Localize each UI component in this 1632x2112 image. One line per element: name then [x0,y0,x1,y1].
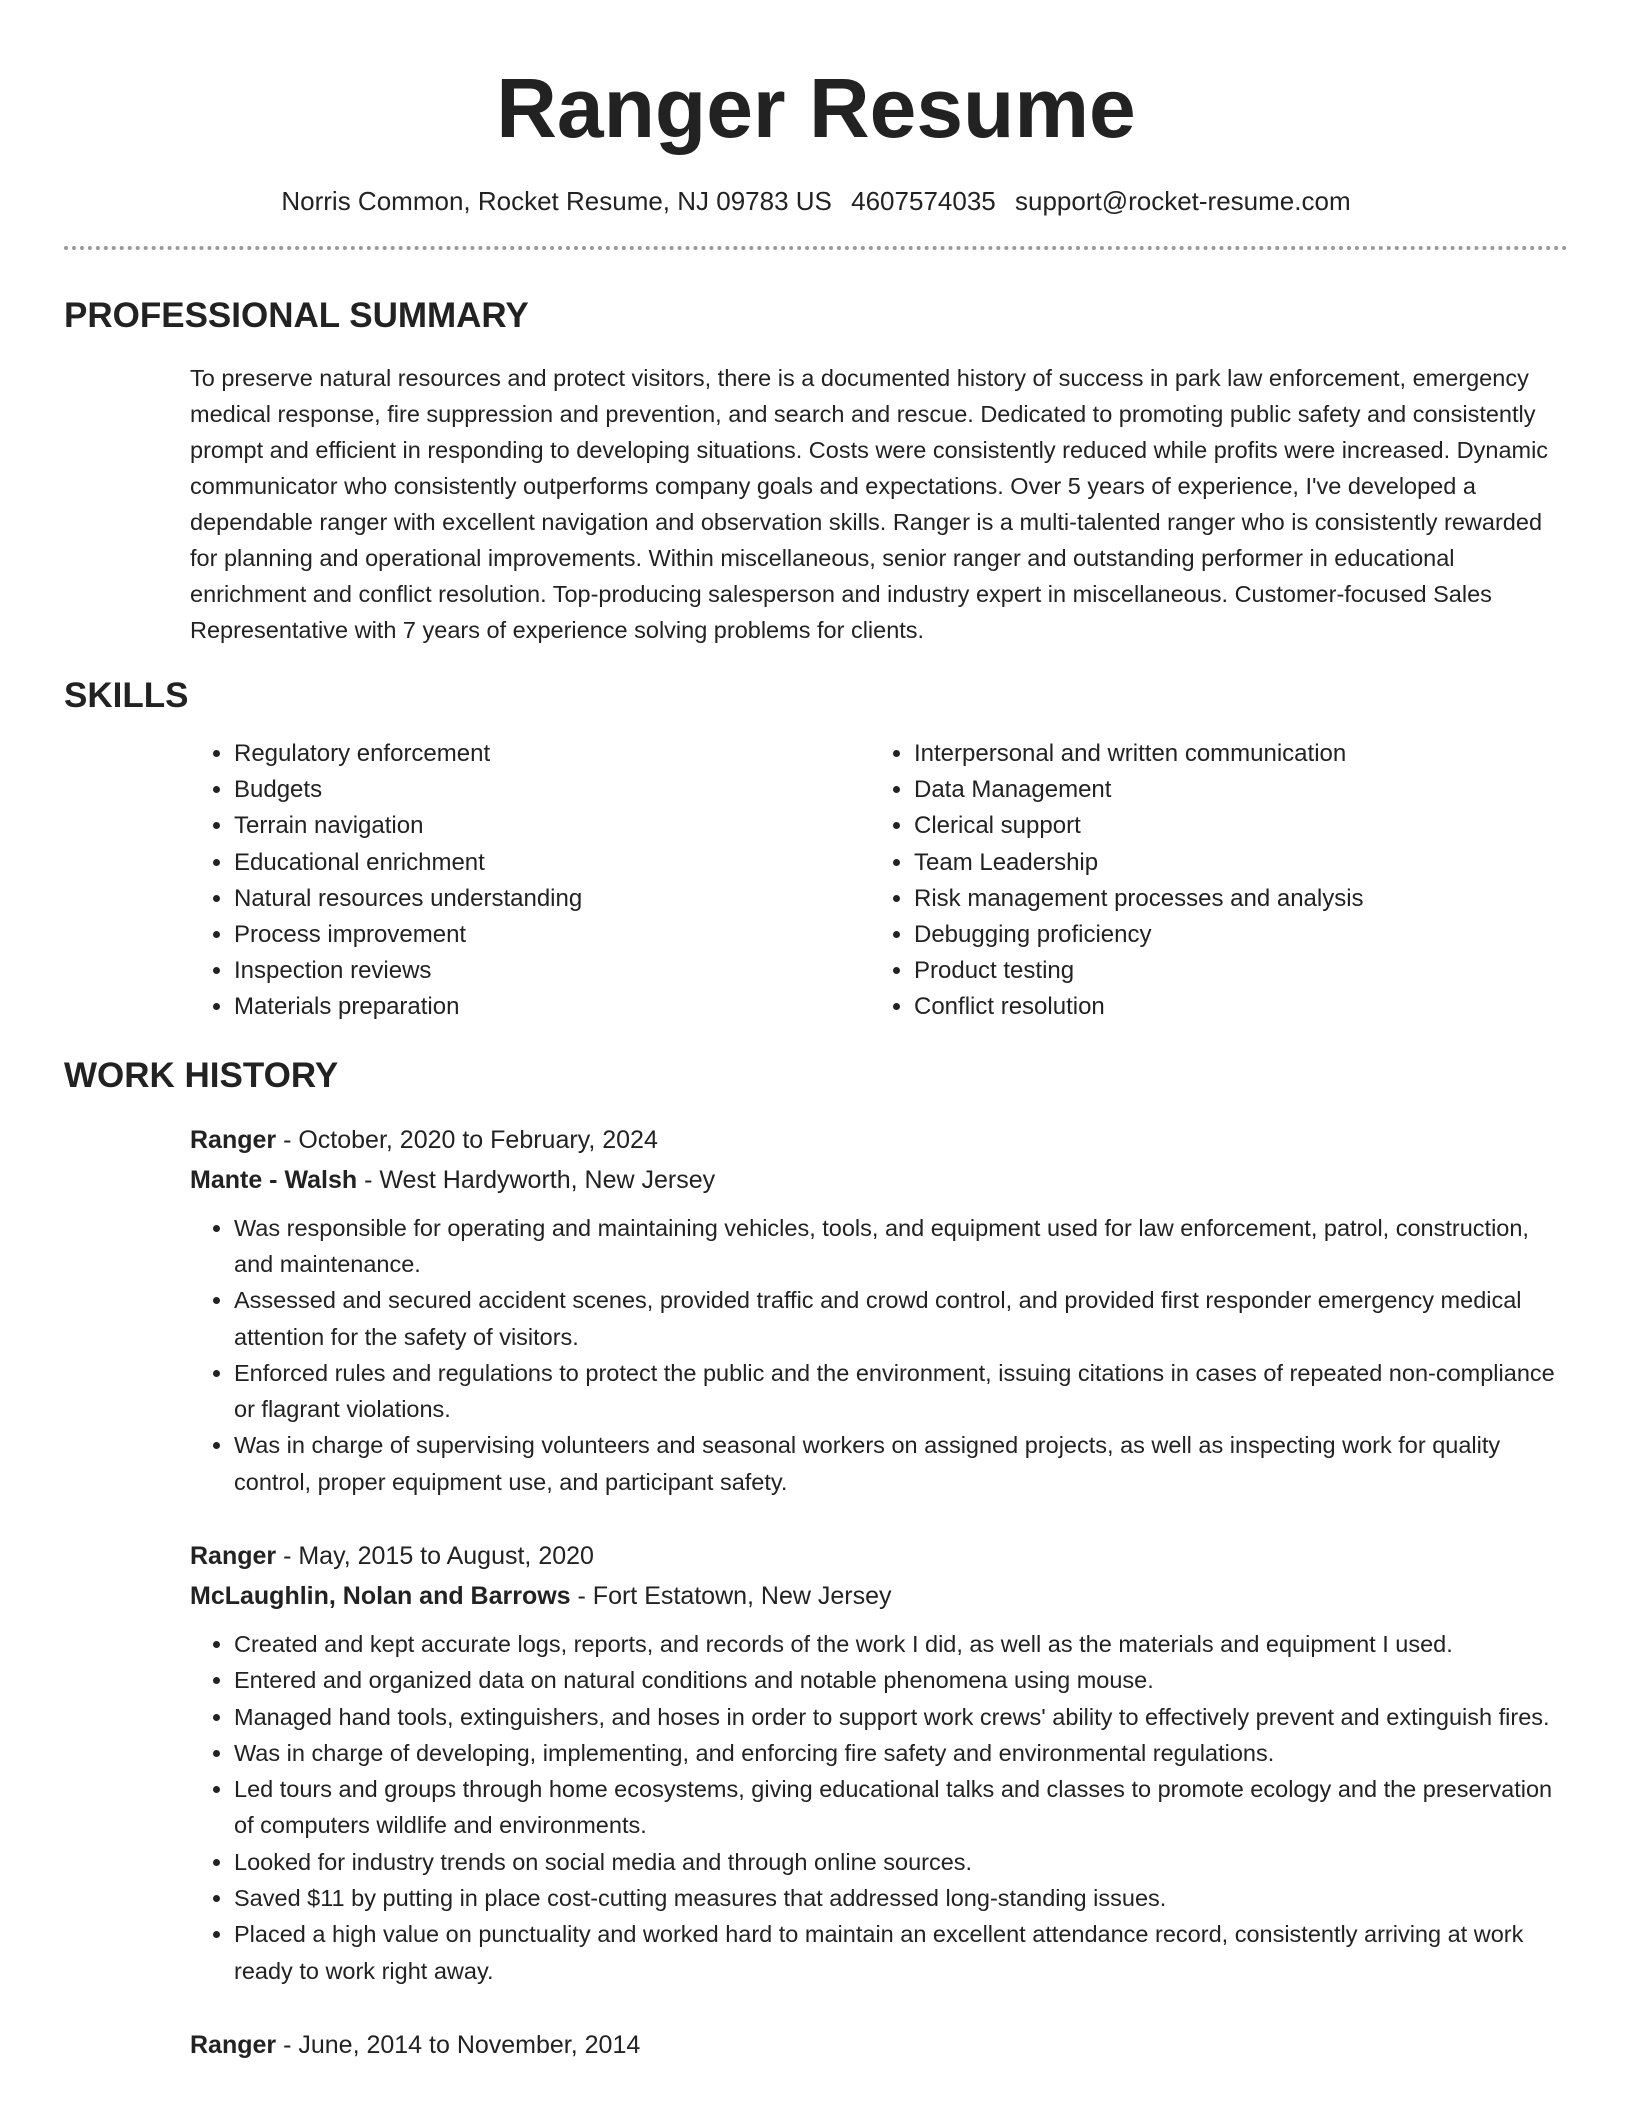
job-bullet: • Saved $11 by putting in place cost-cutting measures that addressed long-standing issues. [234,1880,1568,1916]
job-entry [190,2025,1568,2065]
job-role-line [190,1120,1568,1160]
skill-item: • Risk management processes and analysis [914,881,1550,917]
contact-line [64,184,1568,218]
job-bullet: • Placed a high value on punctuality and worked hard to maintain an excellent attendance record, consistently arriving at work ready to work right away. [234,1916,1568,1989]
skills-column-right [870,736,1550,1026]
skill-item: • Conflict resolution [914,989,1550,1025]
job-location: - Fort Estatown, New Jersey [570,1582,892,1610]
skills-heading: SKILLS [64,676,189,715]
job-bullet: • Managed hand tools, extinguishers, and hoses in order to support work crews' ability to effectively prevent and extinguish fires. [234,1699,1568,1735]
job-bullet: • Looked for industry trends on social media and through online sources. [234,1844,1568,1880]
job-bullets [190,1626,1568,1989]
job-bullet: • Was in charge of developing, implementing, and enforcing fire safety and environmental regulations. [234,1735,1568,1771]
contact-phone: 4607574035 [851,186,996,216]
work-history-heading: WORK HISTORY [64,1055,339,1095]
job-company: McLaughlin, Nolan and Barrows [190,1582,571,1610]
skill-item: • Team Leadership [914,845,1550,881]
job-bullet: • Created and kept accurate logs, reports, and records of the work I did, as well as the materials and equipment I used. [234,1626,1568,1662]
skill-item: • Clerical support [914,808,1550,844]
contact-address: Norris Common, Rocket Resume, NJ 09783 US [281,186,832,216]
job-role: Ranger [190,1542,277,1570]
skill-item: • Data Management [914,772,1550,808]
job-entry [190,1120,1568,1500]
skills-column-left [190,736,870,1026]
job-dates: - May, 2015 to August, 2020 [276,1542,594,1570]
header-divider [64,246,1568,250]
skill-item: • Debugging proficiency [914,917,1550,953]
skill-item: • Budgets [234,772,870,808]
resume-title: Ranger Resume [496,61,1136,155]
job-bullets [190,1210,1568,1500]
skill-item: • Interpersonal and written communication [914,736,1550,772]
skill-item: • Inspection reviews [234,953,870,989]
resume-page [64,0,1568,2112]
job-company-line [190,1160,1568,1200]
skill-item: • Product testing [914,953,1550,989]
job-role: Ranger [190,1125,277,1154]
job-role-line [190,2025,1568,2065]
summary-heading: PROFESSIONAL SUMMARY [64,296,529,335]
skills-list [190,736,1568,1026]
job-entry [190,1536,1568,1989]
job-bullet: • Was in charge of supervising volunteers and seasonal workers on assigned projects, as well as inspecting work for quality control, proper equipment use, and participant safety. [234,1427,1568,1500]
job-location: - West Hardyworth, New Jersey [357,1165,716,1194]
job-bullet: • Was responsible for operating and maintaining vehicles, tools, and equipment used for law enforcement, patrol, construction, and maintenance. [234,1210,1568,1283]
skill-item: • Materials preparation [234,989,870,1025]
job-company: Mante - Walsh [190,1165,358,1194]
summary-text: To preserve natural resources and protect visitors, there is a documented history of success in park law enforcement, emergency medical response, fire suppression and prevention, and search and rescue. Dedicated to promoting public safety and consistently prompt and efficient in responding to developing situations. Costs were consistently reduced while profits were increased. Dynamic communicator who consistently outperforms company goals and expectations. Over 5 years of experience, I've developed a dependable ranger with excellent navigation and observation skills. Ranger is a multi-talented ranger who is consistently rewarded for planning and operational improvements. Within miscellaneous, senior ranger and outstanding performer in educational enrichment and conflict resolution. Top-producing salesperson and industry expert in miscellaneous. Customer-focused Sales Representative with 7 years of experience solving problems for clients. [190,365,1549,643]
job-dates: - June, 2014 to November, 2014 [276,2030,641,2059]
skill-item: • Regulatory enforcement [234,736,870,772]
job-bullet: • Assessed and secured accident scenes, provided traffic and crowd control, and provided first responder emergency medical attention for the safety of visitors. [234,1282,1568,1355]
skill-item: • Educational enrichment [234,845,870,881]
job-role: Ranger [190,2030,277,2059]
job-dates: - October, 2020 to February, 2024 [276,1125,658,1154]
skill-item: • Natural resources understanding [234,881,870,917]
job-role-line [190,1536,1568,1576]
job-bullet: • Led tours and groups through home ecosystems, giving educational talks and classes to promote ecology and the preservation of computers wildlife and environments. [234,1771,1568,1844]
job-company-line [190,1576,1568,1616]
skill-item: • Process improvement [234,917,870,953]
contact-email: support@rocket-resume.com [1014,186,1351,216]
skill-item: • Terrain navigation [234,808,870,844]
job-bullet: • Enforced rules and regulations to protect the public and the environment, issuing citations in cases of repeated non-compliance or flagrant violations. [234,1355,1568,1428]
job-bullet: • Entered and organized data on natural conditions and notable phenomena using mouse. [234,1662,1568,1698]
